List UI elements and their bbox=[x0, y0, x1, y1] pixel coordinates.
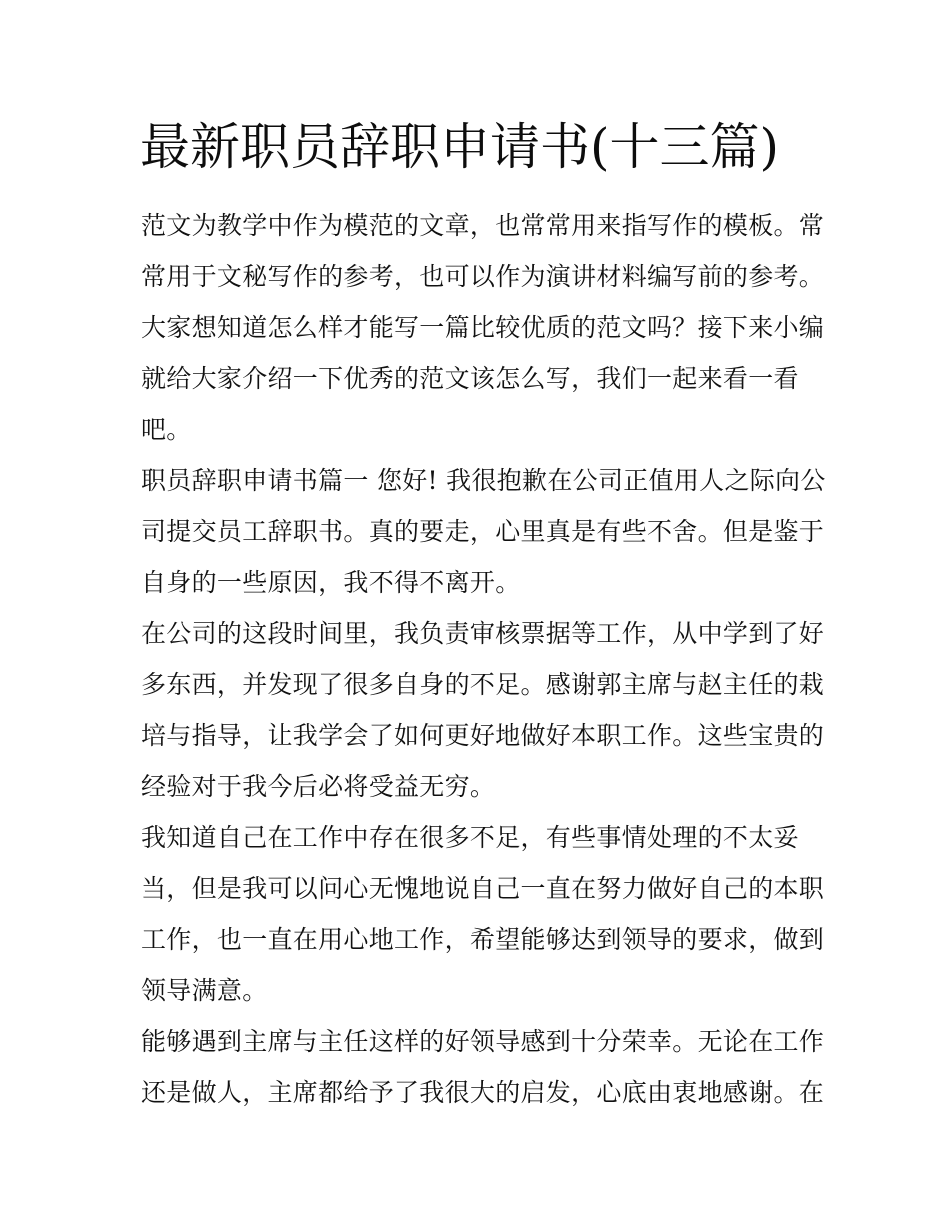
paragraph-intro bbox=[141, 200, 825, 455]
text-line: 自身的一些原因，我不得不离开。 bbox=[141, 568, 521, 597]
text-line: 当，但是我可以问心无愧地说自己一直在努力做好自己的本职 bbox=[141, 874, 825, 903]
text-line: 工作，也一直在用心地工作，希望能够达到领导的要求，做到 bbox=[141, 925, 825, 954]
text-line: 吧。 bbox=[141, 415, 192, 444]
text-line: 职员辞职申请书篇一 您好! 我很抱歉在公司正值用人之际向公 bbox=[141, 466, 826, 495]
text-line: 能够遇到主席与主任这样的好领导感到十分荣幸。无论在工作 bbox=[141, 1027, 825, 1056]
text-line: 范文为教学中作为模范的文章，也常常用来指写作的模板。常 bbox=[141, 211, 825, 240]
text-line: 大家想知道怎么样才能写一篇比较优质的范文吗？接下来小编 bbox=[141, 313, 825, 342]
text-line: 司提交员工辞职书。真的要走，心里真是有些不舍。但是鉴于 bbox=[141, 517, 825, 546]
paragraph-letter-opening bbox=[141, 455, 826, 608]
paragraph-work-experience bbox=[141, 608, 825, 812]
paragraph-self-reflection bbox=[141, 812, 825, 1016]
paragraph-gratitude bbox=[141, 1016, 825, 1118]
document-body bbox=[141, 200, 826, 1118]
document-title: 最新职员辞职申请书(十三篇) bbox=[140, 118, 780, 176]
text-line: 多东西，并发现了很多自身的不足。感谢郭主席与赵主任的栽 bbox=[141, 670, 825, 699]
text-line: 在公司的这段时间里，我负责审核票据等工作，从中学到了好 bbox=[141, 619, 825, 648]
text-line: 领导满意。 bbox=[141, 976, 268, 1005]
text-line: 我知道自己在工作中存在很多不足，有些事情处理的不太妥 bbox=[141, 823, 799, 852]
text-line: 经验对于我今后必将受益无穷。 bbox=[141, 772, 496, 801]
text-line: 就给大家介绍一下优秀的范文该怎么写，我们一起来看一看 bbox=[141, 364, 799, 393]
text-line: 还是做人，主席都给予了我很大的启发，心底由衷地感谢。在 bbox=[141, 1078, 825, 1107]
text-line: 培与指导，让我学会了如何更好地做好本职工作。这些宝贵的 bbox=[141, 721, 825, 750]
text-line: 常用于文秘写作的参考，也可以作为演讲材料编写前的参考。 bbox=[141, 262, 825, 291]
